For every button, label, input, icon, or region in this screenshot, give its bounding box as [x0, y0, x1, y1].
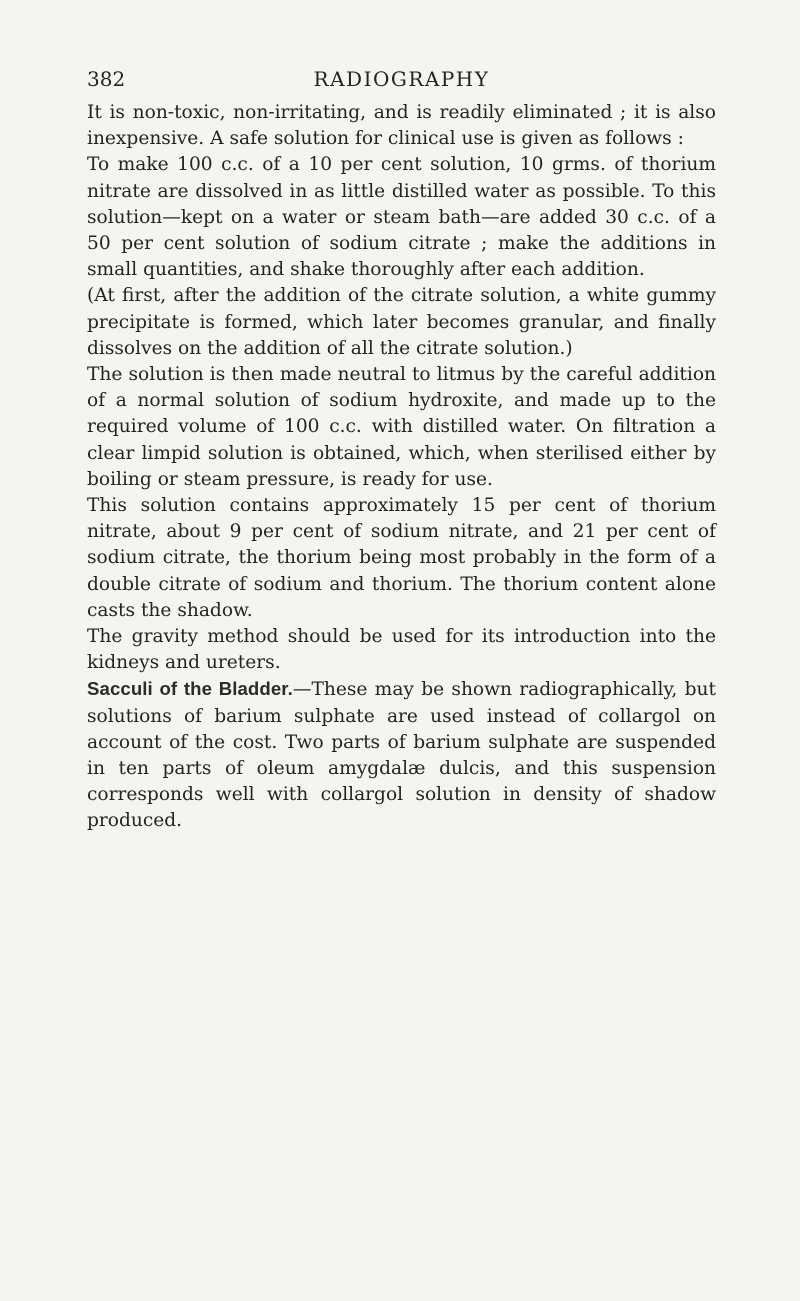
paragraph-text: The gravity method should be used for its introduction into the kidneys and ureters. — [87, 626, 716, 674]
paragraph-text: This solution contains approximately 15 per cent of thorium nitrate, about 9 per cent of sodium nitrate, and 21 per cent of sodium citrate, the thorium being most probably in the form of a double citrate of sodium and thorium. The thorium content alone casts the shadow. — [87, 495, 716, 621]
section-heading: Sacculi of the Bladder. — [87, 678, 293, 700]
paragraph-text: The solution is then made neutral to litmus by the careful addition of a normal solution of sodium hydroxite, and made up to the required volume of 100 c.c. with distilled water. On filtration a clear limpid solution is obtained, which, when sterilised either by boiling or steam pressure, is ready for use. — [87, 364, 716, 490]
paragraph-text: (At first, after the addition of the citrate solution, a white gummy precipitate is formed, which later becomes granular, and finally dissolves on the addition of all the citrate solution.) — [87, 285, 716, 359]
running-head: RADIOGRAPHY — [313, 67, 490, 91]
body-text — [87, 100, 716, 832]
paragraph-non-toxic — [87, 100, 716, 152]
paragraph-text: It is non-toxic, non-irritating, and is readily eliminated ; it is also inexpensive. A safe solution for clinical use is given as follows : — [87, 102, 716, 150]
paragraph-neutralization — [87, 362, 716, 493]
paragraph-composition — [87, 493, 716, 624]
paragraph-text: To make 100 c.c. of a 10 per cent solution, 10 grms. of thorium nitrate are dissolved in as little distilled water as possible. To this solution—kept on a water or steam bath—are added 30 c.c. of a 50 per cent solution of sodium citrate ; make the additions in small quantities, and shake thoroughly after each addition. — [87, 154, 716, 281]
paragraph-solution-recipe — [87, 152, 716, 283]
paragraph-sacculi — [87, 676, 716, 834]
paragraph-gravity-method — [87, 624, 716, 676]
paragraph-precipitate-note — [87, 283, 716, 362]
page-number: 382 — [87, 67, 126, 91]
paragraph-text: —These may be shown radiographically, but solutions of barium sulphate are used instead of collargol on account of the cost. Two parts of barium sulphate are suspended in ten parts of oleum amygdalæ dulcis, and this suspension corresponds well with collargol solution in density of shadow produced. — [87, 679, 716, 832]
page-header — [87, 64, 716, 94]
